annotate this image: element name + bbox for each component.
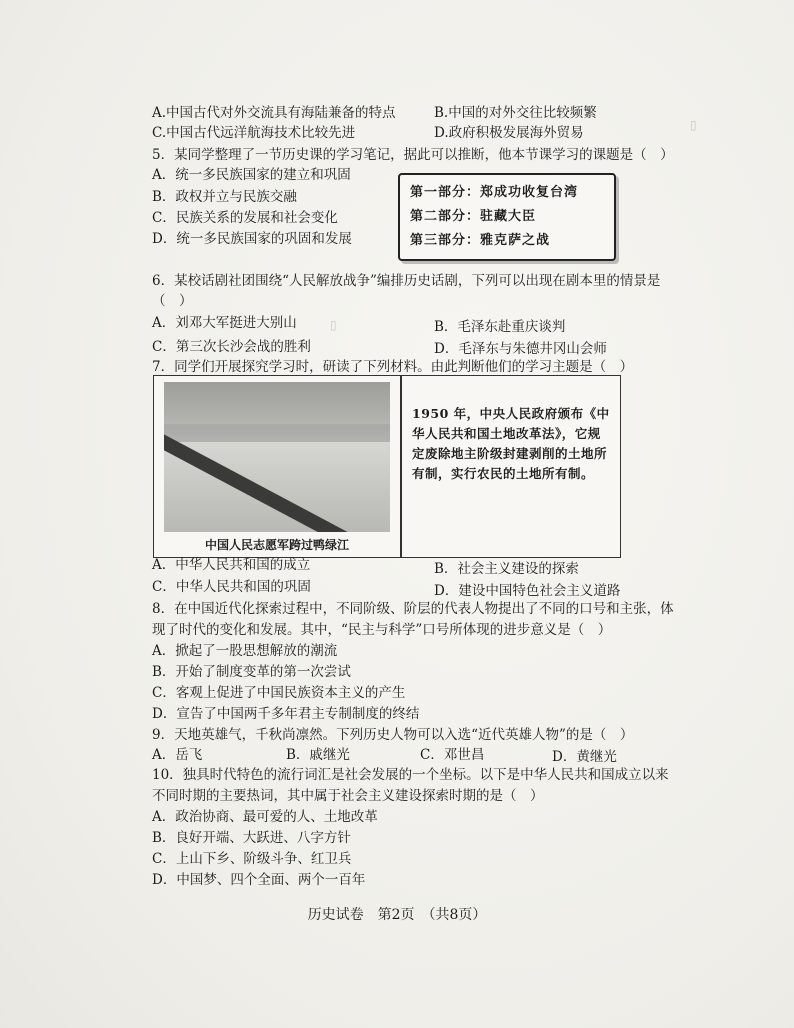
notes-part-3: 第三部分：雅克萨之战 (410, 233, 551, 248)
q8-stem-line-1: 8．在中国近代化探索过程中，不同阶级、阶层的代表人物提出了不同的口号和主张，体 (152, 601, 674, 617)
q10-stem-line-1: 10．独具时代特色的流行词汇是社会发展的一个坐标。以下是中华人民共和国成立以来 (152, 767, 669, 783)
q6-option-b: B．毛泽东赴重庆谈判 (434, 319, 566, 335)
q6-stem-line-1: 6．某校话剧社团围绕“人民解放战争”编排历史话剧，下列可以出现在剧本里的情景是 (152, 273, 661, 289)
q4-option-a: A.中国古代对外交流具有海陆兼备的特点 (152, 105, 396, 121)
q5-stem: 5．某同学整理了一节历史课的学习笔记，据此可以推断，他本节课学习的课题是（ ） (152, 147, 674, 163)
q8-option-c: C．客观上促进了中国民族资本主义的产生 (152, 685, 406, 701)
q10-option-b: B．良好开端、大跃进、八字方针 (152, 830, 351, 846)
q6-option-d: D．毛泽东与朱德井冈山会师 (434, 341, 607, 357)
q4-option-c: C.中国古代远洋航海技术比较先进 (152, 125, 356, 141)
notes-part-2: 第二部分：驻藏大臣 (410, 209, 537, 224)
q5-option-c: C．民族关系的发展和社会变化 (152, 210, 338, 226)
q7-stem: 7．同学们开展探究学习时，研读了下列材料。由此判断他们的学习主题是（ ） (152, 359, 634, 375)
q9-stem: 9．天地英雄气，千秋尚凛然。下列历史人物可以入选“近代英雄人物”的是（ ） (152, 727, 634, 743)
photo-caption: 中国人民志愿军跨过鸭绿江 (204, 538, 349, 552)
q7-option-a: A．中华人民共和国的成立 (152, 557, 311, 573)
q4-option-b: B.中国的对外交往比较频繁 (434, 105, 597, 121)
q8-option-b: B．开始了制度变革的第一次尝试 (152, 664, 351, 680)
q8-stem-line-2: 现了时代的变化和发展。其中，“民主与科学”口号所体现的进步意义是（ ） (152, 622, 612, 638)
q6-option-a: A．刘邓大军挺进大别山 (152, 315, 297, 331)
q9-option-b: B．戚继光 (286, 747, 350, 763)
photo-shore (164, 382, 390, 424)
study-notes-box (398, 173, 616, 261)
bleed-through-mark: ▯ (690, 118, 697, 132)
q9-option-c: C．邓世昌 (420, 747, 485, 763)
q10-option-a: A．政治协商、最可爱的人、土地改革 (152, 809, 378, 825)
q10-stem-line-2: 不同时期的主要热词，其中属于社会主义建设探索时期的是（ ） (152, 788, 544, 804)
q5-option-a: A．统一多民族国家的建立和巩固 (152, 167, 351, 183)
page-footer: 历史试卷 第2页 （共8页） (307, 907, 487, 923)
q8-option-a: A．掀起了一股思想解放的潮流 (152, 643, 338, 659)
q5-option-d: D．统一多民族国家的巩固和发展 (152, 231, 352, 247)
q6-stem-line-2: （ ） (152, 293, 193, 309)
q7-option-c: C．中华人民共和国的巩固 (152, 579, 311, 595)
q6-option-c: C．第三次长沙会战的胜利 (152, 339, 311, 355)
bleed-through-mark: ▯ (330, 318, 337, 332)
q7-material-box (153, 375, 621, 558)
material-divider (400, 376, 402, 557)
q9-option-a: A．岳飞 (152, 747, 203, 763)
q7-option-d: D．建设中国特色社会主义道路 (434, 583, 621, 599)
notes-part-1: 第一部分：郑成功收复台湾 (410, 185, 579, 200)
volunteer-army-photo (164, 382, 390, 532)
q7-option-b: B．社会主义建设的探索 (434, 561, 579, 577)
q4-option-d: D.政府积极发展海外贸易 (434, 125, 584, 141)
q8-option-d: D．宣告了中国两千多年君主专制制度的终结 (152, 706, 420, 722)
q10-option-d: D．中国梦、四个全面、两个一百年 (152, 872, 366, 888)
land-reform-text: 1950 年，中央人民政府颁布《中华人民共和国土地改革法》，它规定废除地主阶级封建剥削的土地所有制，实行农民的土地所有制。 (412, 406, 610, 481)
q9-option-d: D．黄继光 (552, 749, 617, 765)
q5-option-b: B．政权并立与民族交融 (152, 189, 297, 205)
q10-option-c: C．上山下乡、阶级斗争、红卫兵 (152, 851, 352, 867)
